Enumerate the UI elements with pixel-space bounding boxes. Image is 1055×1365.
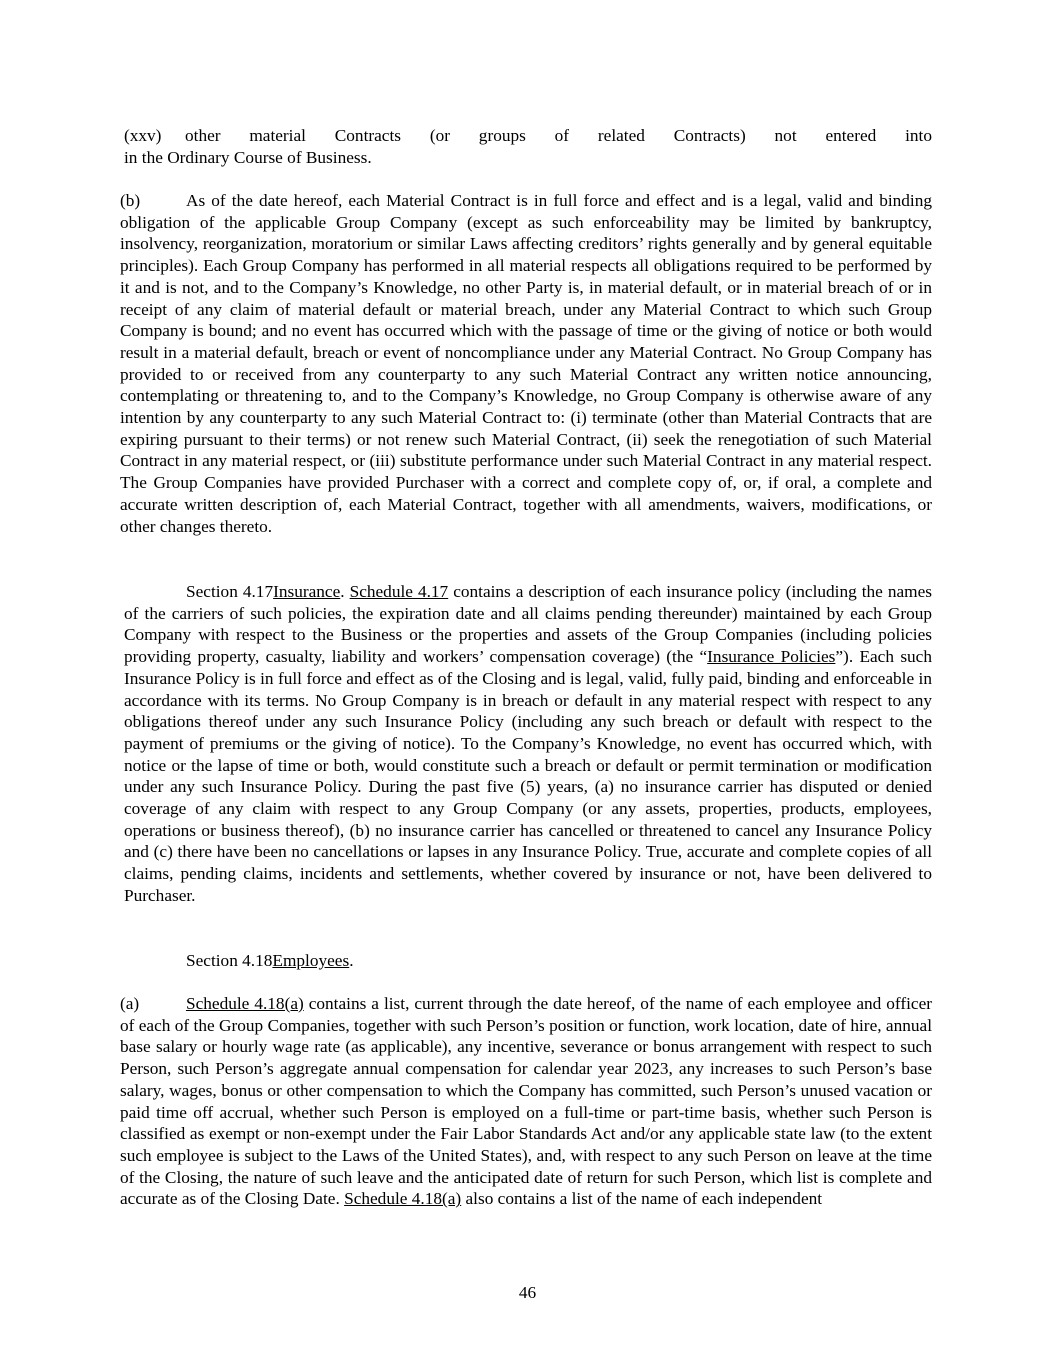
paragraph-b: [120, 190, 932, 537]
section-4-18: Section 4.18Employees.: [124, 950, 936, 972]
section-number: Section 4.18: [186, 951, 273, 970]
clause-text: in the Ordinary Course of Business.: [124, 148, 372, 167]
section-title: Employees: [272, 951, 350, 970]
paragraph-text: As of the date hereof, each Material Contract is in full force and effect and is a legal, valid and binding obligation of the applicable Group Company (except as such enforceability may be limited by bankruptcy, insolvency, reorganization, moratorium or similar Laws affecting creditors’ rights generally and by general equitable principles). Each Group Company has performed in all material respects all obligations required to be performed by it and is not, and to the Company’s Knowledge, no other Party is, in material default, or in material breach of or in receipt of any claim of material default or material breach, under any Material Contract to which such Group Company is bound; and no event has occurred which with the passage of time or the giving of notice or both would result in a material default, breach or event of noncompliance under any Material Contract. No Group Company has provided to or received from any counterparty to any such Material Contract any written notice announcing, contemplating or threatening to, and to the Company’s Knowledge, no Group Company is otherwise aware of any intention by any counterparty to any such Material Contract to: (i) terminate (other than Material Contracts that are expiring pursuant to their terms) or not renew such Material Contract, (ii) seek the renegotiation of such Material Contract in any material respect, or (iii) substitute performance under such Material Contract in any material respect. The Group Companies have provided Purchaser with a correct and complete copy of, or, if oral, a complete and accurate written description of, each Material Contract, together with all amendments, waivers, modifications, or other changes thereto.: [120, 191, 932, 536]
schedule-reference: Schedule 4.18(a): [344, 1189, 462, 1209]
clause-text: other material Contracts (or groups of related Contracts) not entered into: [185, 126, 932, 145]
section-4-17: Section 4.17Insurance. Schedule 4.17 contains a description of each insurance policy (including the names of the carriers of such policies, the expiration date and all claims pending thereunder) maintained by each Group Company with respect to the Business or the properties and assets of the Group Companies (including policies providing property, casualty, liability and workers’ compensation coverage) (the “Insurance Policies”). Each such Insurance Policy is in full force and effect as of the Closing and is legal, valid, fully paid, binding and enforceable in accordance with its terms. No Group Company is in breach or default in any material respect with respect to any obligations thereof under any such Insurance Policy (including any such breach or default with respect to the payment of premiums or the giving of notice). To the Company’s Knowledge, no event has occurred which, with notice or the lapse of time or both, would constitute such a breach or default or permit termination or modification under any such Insurance Policy. During the past five (5) years, (a) no insurance carrier has disputed or denied coverage of any claim with respect to any Group Company (or any assets, properties, products, employees, operations or business thereof), (b) no insurance carrier has cancelled or threatened to cancel any Insurance Policy and (c) there have been no cancellations or lapses in any Insurance Policy. True, accurate and complete copies of all claims, pending claims, incidents and settlements, whether covered by insurance or not, have been delivered to Purchaser.: [124, 582, 933, 905]
schedule-reference: Schedule 4.18(a): [186, 994, 304, 1013]
paragraph-text: contains a list, current through the date hereof, of the name of each employee and officer of each of the Group Companies, together with such Person’s position or function, work location, date of hire, annual base salary or hourly wage rate (as applicable), any incentive, severance or bonus arrangement with respect to such Person, such Person’s aggregate annual compensation for calendar year 2023, any increases to such Person’s base salary, wages, bonus or other compensation to which the Company has committed, such Person’s unused vacation or paid time off accrual, whether such Person is employed on a full-time or part-time basis, whether such Person is classified as exempt or non-exempt under the Fair Labor Standards Act and/or any applicable state law (to the extent such employee is subject to the Laws of the United States), and, with respect to any such Person on leave at the time of the Closing, the nature of such leave and the anticipated date of return for such Person, which list is complete and accurate as of the Closing Date.: [120, 994, 932, 1209]
defined-term: Insurance Policies: [707, 647, 836, 667]
section-text: contains a description of each insurance policy (including the names of the carriers of such policies, the expiration date and all claims pending thereunder) maintained by each Group Company with respect to the Business or the properties and assets of the Group Companies (including policies providing property, casualty, liability and workers’ compensation coverage) (the “: [124, 582, 933, 667]
section-title: Insurance: [273, 582, 341, 601]
clause-label: (xxv): [124, 126, 162, 145]
paragraph-a: [120, 993, 932, 1210]
clause-xxv-continued: [124, 147, 936, 169]
section-number: Section 4.17: [186, 582, 274, 601]
section-text: ”). Each such Insurance Policy is in full force and effect as of the Closing and is legal, valid, fully paid, binding and enforceable in accordance with its terms. No Group Company is in breach or default in any material respect with respect to any obligations thereof under any such Insurance Policy (including any such breach or default with respect to the payment of premiums or the giving of notice). To the Company’s Knowledge, no event has occurred which, with notice or the lapse of time or both, would constitute such a breach or default or permit termination or modification under any such Insurance Policy. During the past five (5) years, (a) no insurance carrier has disputed or denied coverage of any claim with respect to any Group Company (or any assets, properties, products, employees, operations or business thereof), (b) no insurance carrier has cancelled or threatened to cancel any Insurance Policy and (c) there have been no cancellations or lapses in any Insurance Policy. True, accurate and complete copies of all claims, pending claims, incidents and settlements, whether covered by insurance or not, have been delivered to Purchaser.: [124, 647, 932, 905]
paragraph-label: (b): [120, 191, 141, 210]
paragraph-label: (a): [120, 994, 140, 1013]
paragraph-text: also contains a list of the name of each independent: [461, 1189, 823, 1209]
schedule-reference: Schedule 4.17: [349, 582, 449, 601]
page-number: 46: [518, 1283, 537, 1302]
clause-xxv: [124, 125, 932, 147]
